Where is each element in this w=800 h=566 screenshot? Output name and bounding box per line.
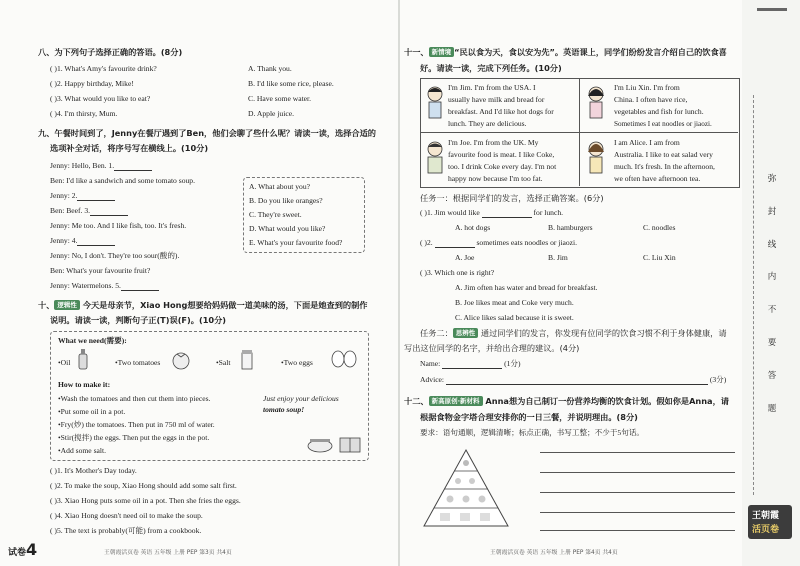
writing-line[interactable] bbox=[540, 452, 735, 453]
q8-title: 八、为下列句子选择正确的答语。(8分) bbox=[38, 47, 183, 57]
salt-shaker-icon bbox=[240, 348, 254, 370]
q9-dialog-line: Ben: I'd like a sandwich and some tomato soup. bbox=[50, 176, 195, 185]
q9-option: B. Do you like oranges? bbox=[249, 196, 323, 205]
task1-option: C. noodles bbox=[643, 223, 676, 232]
task2-title-cont: 写出这位同学的名字，并给出合理的建议。(4分) bbox=[404, 343, 580, 353]
table-divider bbox=[420, 132, 738, 133]
jim-text: I'm Jim. I'm from the USA. I bbox=[448, 83, 536, 92]
task2-title: 任务二： 思辨性 通过同学们的发言，你发现有位同学的饮食习惯不利于身体健康，请 bbox=[420, 328, 727, 338]
enjoy-text: tomato soup! bbox=[263, 405, 305, 414]
q9-dialog-line: Jenny: 2. bbox=[50, 191, 115, 201]
seal-char: 内 bbox=[767, 272, 777, 282]
liu-xin-text: I'm Liu Xin. I'm from bbox=[614, 83, 680, 92]
writing-line[interactable] bbox=[540, 530, 735, 531]
jim-text: breakfast. And I'd like hot dogs for bbox=[448, 107, 554, 116]
recipe-step: •Fry(炒) the tomatoes. Then put in 750 ml of water. bbox=[58, 420, 215, 429]
q9-dialog-line: Jenny: 4. bbox=[50, 236, 115, 246]
binding-strip bbox=[742, 0, 800, 566]
task1-option: C. Alice likes salad because it is sweet. bbox=[455, 313, 574, 322]
q8-item: ( )1. What's Amy's favourite drink? bbox=[50, 64, 157, 73]
q8-item: ( )2. Happy birthday, Mike! bbox=[50, 79, 134, 88]
q10-statement: ( )4. Xiao Hong doesn't need oil to make the soup. bbox=[50, 511, 203, 520]
jim-text: usually have milk and bread for bbox=[448, 95, 545, 104]
seal-char: 封 bbox=[767, 207, 777, 217]
q11-title: 十一、 新情境 “民以食为天，食以安为先”。英语课上，同学们纷纷发言介绍自己的饮食喜 bbox=[404, 47, 727, 57]
q9-option: C. They're sweet. bbox=[249, 210, 302, 219]
task1-question: ( )3. Which one is right? bbox=[420, 268, 495, 277]
task1-question: ( )2. sometimes eats noodles or jiaozi. bbox=[420, 238, 578, 247]
brand-text: 王朝霞 bbox=[752, 511, 780, 521]
seal-char: 要 bbox=[767, 338, 777, 348]
how-label: How to make it: bbox=[58, 380, 111, 389]
name-field: Name: (1分) bbox=[420, 359, 521, 368]
q11-badge: 新情境 bbox=[429, 47, 455, 57]
task2-badge: 思辨性 bbox=[453, 328, 479, 338]
liu-xin-text: vegetables and fish for lunch. bbox=[614, 107, 704, 116]
seal-char: 答 bbox=[767, 371, 777, 381]
task1-option: B. Jim bbox=[548, 253, 568, 262]
q8-answer: A. Thank you. bbox=[248, 64, 292, 73]
q10-badge: 逻辑性 bbox=[54, 300, 80, 310]
joe-text: I'm Joe. I'm from the UK. My bbox=[448, 138, 539, 147]
oil-bottle-icon bbox=[76, 348, 90, 370]
q11-title-cont: 好。请读一读，完成下列任务。(10分) bbox=[420, 63, 562, 73]
cookbook-icon bbox=[338, 436, 362, 454]
q10-title-cont: 说明。请读一读，判断句子正(T)误(F)。(10分) bbox=[50, 315, 227, 325]
q10-statement: ( )2. To make the soup, Xiao Hong should add some salt first. bbox=[50, 481, 237, 490]
task1-option: B. hamburgers bbox=[548, 223, 593, 232]
writing-line[interactable] bbox=[540, 472, 735, 473]
ingredient: •Oil bbox=[58, 358, 71, 367]
ingredient: •Salt bbox=[216, 358, 231, 367]
q9-title: 九、午餐时间到了，Jenny在餐厅遇到了Ben，他们会聊了些什么呢？请读一读，选择合适的 bbox=[38, 128, 376, 138]
seal-line bbox=[753, 95, 754, 495]
recipe-step: •Wash the tomatoes and then cut them into pieces. bbox=[58, 394, 211, 403]
q8-answer: B. I'd like some rice, please. bbox=[248, 79, 334, 88]
q10-title: 十、 逻辑性 今天是母亲节，Xiao Hong想要给妈妈做一道美味的汤，下面是她查到的制作 bbox=[38, 300, 368, 310]
seal-char: 线 bbox=[767, 240, 777, 250]
q10-statement: ( )1. It's Mother's Day today. bbox=[50, 466, 137, 475]
q10-statement: ( )3. Xiao Hong puts some oil in a pot. Then she fries the eggs. bbox=[50, 496, 241, 505]
joe-text: favourite food is meat. I like Coke, bbox=[448, 150, 555, 159]
q9-dialog-line: Jenny: No, I don't. They're too sour(酸的). bbox=[50, 251, 180, 260]
q9-title-cont: 选项补全对话，将序号写在横线上。(10分) bbox=[50, 143, 209, 153]
q9-dialog-line: Ben: What's your favourite fruit? bbox=[50, 266, 151, 275]
q12-badge: 新高原创·新材料 bbox=[429, 396, 483, 406]
alice-text: much. It's fresh. In the afternoon, bbox=[614, 162, 715, 171]
right-footer-text: 王朝霞活页卷 英语 五年级 上册 PEP 第4页 共4页 bbox=[490, 550, 618, 556]
enjoy-text: Just enjoy your delicious bbox=[263, 394, 339, 403]
q12-title: 十二、 新高原创·新材料 Anna想为自己制订一份营养均衡的饮食计划。假如你是Anna，请 bbox=[404, 396, 729, 406]
liu-xin-avatar-icon bbox=[584, 84, 608, 124]
seal-char: 题 bbox=[767, 404, 777, 414]
q8-answer: C. Have some water. bbox=[248, 94, 312, 103]
q12-requirement: 要求：语句通顺，逻辑清晰；标点正确，书写工整；不少于5句话。 bbox=[420, 428, 645, 437]
tomato-icon bbox=[170, 350, 192, 370]
soup-pot-icon bbox=[305, 433, 335, 455]
page-fold bbox=[398, 0, 400, 566]
q12-title-cont: 根据食物金字塔合理安排你的一日三餐，并说明理由。(8分) bbox=[420, 412, 638, 422]
paper-tag: 试卷4 bbox=[8, 540, 38, 559]
ingredient: •Two tomatoes bbox=[115, 358, 161, 367]
q10-statement: ( )5. The text is probably(可能) from a cookbook. bbox=[50, 526, 202, 535]
joe-text: happy now because I'm too fat. bbox=[448, 174, 543, 183]
alice-text: Australia. I like to eat salad very bbox=[614, 150, 713, 159]
task1-option: C. Liu Xin bbox=[643, 253, 676, 262]
q9-dialog-line: Jenny: Hello, Ben. 1. bbox=[50, 161, 152, 171]
recipe-step: •Stir(搅拌) the eggs. Then put the eggs in the pot. bbox=[58, 433, 210, 442]
eggs-icon bbox=[330, 348, 358, 368]
writing-line[interactable] bbox=[540, 512, 735, 513]
q9-dialog-line: Ben: Beef. 3. bbox=[50, 206, 128, 216]
joe-avatar-icon bbox=[423, 139, 447, 179]
left-footer-text: 王朝霞活页卷 英语 五年级 上册 PEP 第3页 共4页 bbox=[104, 550, 232, 556]
seal-char: 不 bbox=[767, 305, 777, 315]
liu-xin-text: China. I often have rice, bbox=[614, 95, 688, 104]
brand-text: 活页卷 bbox=[752, 525, 780, 535]
alice-avatar-icon bbox=[584, 139, 608, 179]
recipe-step: •Put some oil in a pot. bbox=[58, 407, 126, 416]
seal-char: 弥 bbox=[767, 174, 777, 184]
joe-text: too. I drink Coke every day. I'm not bbox=[448, 162, 557, 171]
task1-option: A. Jim often has water and bread for breakfast. bbox=[455, 283, 598, 292]
task1-title: 任务一：根据同学们的发言，选择正确答案。(6分) bbox=[420, 193, 604, 203]
task1-option: B. Joe likes meat and Coke very much. bbox=[455, 298, 574, 307]
q9-dialog-line: Jenny: Me too. And I like fish, too. It's fresh. bbox=[50, 221, 187, 230]
food-pyramid-icon bbox=[420, 446, 512, 530]
need-label: What we need(需要): bbox=[58, 336, 127, 345]
q9-option: D. What would you like? bbox=[249, 224, 326, 233]
q8-item: ( )4. I'm thirsty, Mum. bbox=[50, 109, 118, 118]
strip-mark bbox=[757, 8, 787, 15]
jim-text: lunch. They are delicious. bbox=[448, 119, 527, 128]
q8-item: ( )3. What would you like to eat? bbox=[50, 94, 151, 103]
task1-option: A. Joe bbox=[455, 253, 475, 262]
alice-text: we often have afternoon tea. bbox=[614, 174, 701, 183]
task1-question: ( )1. Jim would like for lunch. bbox=[420, 208, 564, 217]
q8-answer: D. Apple juice. bbox=[248, 109, 294, 118]
task1-option: A. hot dogs bbox=[455, 223, 491, 232]
writing-line[interactable] bbox=[540, 492, 735, 493]
alice-text: I am Alice. I am from bbox=[614, 138, 680, 147]
q9-dialog-line: Jenny: Watermelons. 5. bbox=[50, 281, 159, 291]
liu-xin-text: Sometimes I eat noodles or jiaozi. bbox=[614, 120, 712, 128]
q9-option: E. What's your favourite food? bbox=[249, 238, 343, 247]
ingredient: •Two eggs bbox=[281, 358, 313, 367]
q9-option: A. What about you? bbox=[249, 182, 311, 191]
jim-avatar-icon bbox=[423, 84, 447, 124]
advice-field: Advice: (3分) bbox=[420, 375, 727, 384]
recipe-step: •Add some salt. bbox=[58, 446, 107, 455]
